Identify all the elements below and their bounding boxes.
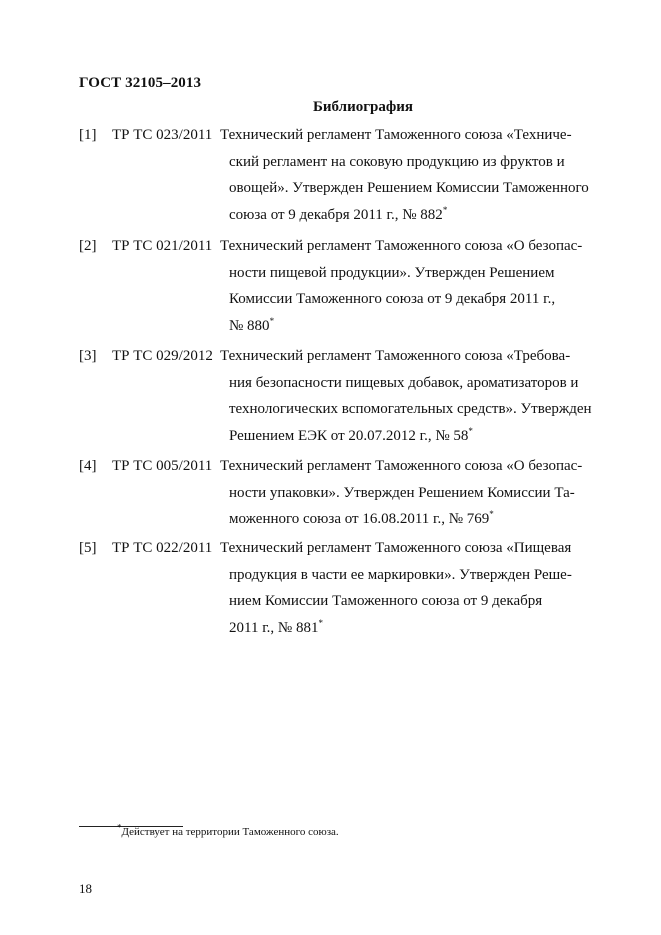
footnote-reference: *	[442, 204, 448, 215]
entry-text: ности пищевой продукции». Утвержден Решением	[229, 264, 555, 281]
entry-text-line	[220, 458, 582, 475]
entry-text-line	[220, 127, 572, 144]
entry-text: технологических вспомогательных средств». Утвержден	[229, 401, 592, 417]
entry-text: союза от 9 декабря 2011 г., № 882	[229, 206, 443, 223]
entry-text: Технический регламент Таможенного союза «Пищевая	[220, 540, 572, 556]
entry-text-line	[229, 265, 554, 282]
entry-text: Технический регламент Таможенного союза «Техниче-	[220, 127, 572, 143]
entry-text: 2011 г., № 881	[229, 619, 319, 636]
entry-number: [2]	[79, 238, 97, 254]
entry-code: ТР ТС 029/2012	[112, 348, 213, 364]
entry-text: овощей». Утвержден Решением Комиссии Таможенного	[229, 180, 589, 196]
entry-number: [5]	[79, 540, 97, 556]
footnote-text: Действует на территории Таможенного союза.	[121, 826, 339, 838]
entry-text: Технический регламент Таможенного союза «О безопас-	[220, 458, 583, 474]
entry-text-line	[229, 567, 572, 584]
entry-text: Технический регламент Таможенного союза «О безопас-	[220, 238, 583, 254]
entry-text-line	[229, 617, 323, 637]
entry-text-line	[229, 511, 494, 528]
document-header: ГОСТ 32105–2013	[79, 75, 202, 91]
entry-text: продукция в части ее маркировки». Утвержден Реше-	[229, 566, 572, 583]
entry-text-line	[220, 540, 571, 557]
entry-text-line	[229, 375, 578, 392]
entry-text-line	[229, 401, 592, 418]
entry-text: Технический регламент Таможенного союза «Требова-	[220, 348, 571, 364]
footnote	[117, 822, 339, 838]
entry-text: Комиссии Таможенного союза от 9 декабря 2011 г.,	[229, 291, 556, 307]
entry-text-line	[229, 593, 542, 610]
footnote-mark: *	[117, 822, 122, 833]
entry-text: нием Комиссии Таможенного союза от 9 декабря	[229, 593, 543, 609]
entry-text: ности упаковки». Утвержден Решением Комиссии Та-	[229, 484, 575, 501]
entry-text-line	[229, 425, 473, 445]
footnote-reference: *	[489, 509, 494, 519]
page-number: 18	[79, 881, 92, 896]
entry-text: ский регламент на соковую продукцию из фруктов и	[229, 153, 565, 170]
entry-text: моженного союза от 16.08.2011 г., № 769	[229, 511, 490, 527]
entry-text: Решением ЕЭК от 20.07.2012 г., № 58	[229, 427, 469, 444]
entry-text-line	[229, 180, 589, 197]
entry-number: [3]	[79, 348, 97, 364]
entry-code: ТР ТС 005/2011	[112, 458, 213, 474]
footnote-reference: *	[468, 425, 473, 436]
entry-number: [1]	[79, 127, 97, 143]
entry-text-line	[220, 348, 570, 365]
entry-text: № 880	[229, 317, 270, 334]
entry-text-line	[229, 315, 275, 335]
entry-number: [4]	[79, 458, 97, 474]
entry-text-line	[220, 238, 582, 255]
entry-code: ТР ТС 021/2011	[112, 238, 213, 254]
entry-text-line	[229, 485, 575, 502]
entry-text-line	[229, 291, 555, 308]
entry-text: ния безопасности пищевых добавок, ароматизаторов и	[229, 374, 579, 391]
footnote-reference: *	[269, 315, 275, 326]
entry-text-line	[229, 204, 448, 224]
entry-code: ТР ТС 022/2011	[112, 540, 213, 556]
entry-text-line	[229, 154, 565, 171]
footnote-reference: *	[318, 617, 323, 628]
entry-code: ТР ТС 023/2011	[112, 127, 213, 143]
bibliography-title: Библиография	[313, 99, 414, 115]
